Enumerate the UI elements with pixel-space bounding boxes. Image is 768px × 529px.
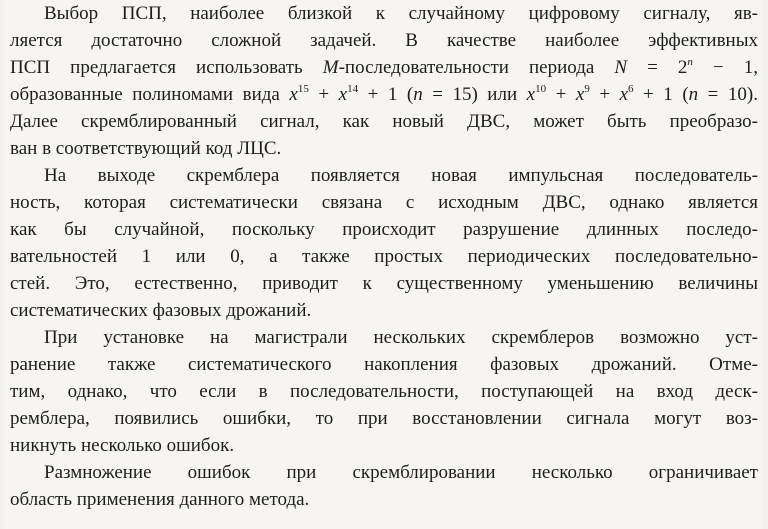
text-line-formula-period: ПСП предлагается использовать M-последовательности периода $N = 2^n - 1$, <box>10 56 758 78</box>
paragraph-2 <box>10 162 758 324</box>
paragraph-1 <box>10 0 758 162</box>
page-text <box>10 0 758 513</box>
book-page <box>4 0 762 529</box>
text-line: ремблера, появились ошибки, то при восстановлении сигнала могут воз- <box>10 408 758 429</box>
text-line: Далее скремблированный сигнал, как новый ДВС, может быть преобразо- <box>10 111 758 132</box>
paragraph-4 <box>10 459 758 513</box>
text-line: Выбор ПСП, наиболее близкой к случайному цифровому сигналу, яв- <box>44 3 758 24</box>
text-line: никнуть несколько ошибок. <box>10 435 235 456</box>
text-line: как бы случайной, поскольку происходит разрушение длинных последо- <box>10 219 758 240</box>
text-line: На выходе скремблера появляется новая импульсная последователь- <box>44 165 758 186</box>
text-line: вательностей 1 или 0, а также простых периодических последовательно- <box>10 246 758 267</box>
text-line: ранение также систематического накопления фазовых дрожаний. Отме- <box>10 354 758 375</box>
text-line-formula-polynomials: образованные полиномами вида $x^{15} + x^{14} + 1$ (n = 15) или $x^{10} + x^9 + x^6 + 1$ (n = 10). <box>10 83 758 105</box>
text-line: При установке на магистрали нескольких скремблеров возможно уст- <box>44 327 758 348</box>
text-line: стей. Это, естественно, приводит к существенному уменьшению величины <box>10 273 758 294</box>
text-line: систематических фазовых дрожаний. <box>10 300 312 321</box>
text-line: область применения данного метода. <box>10 489 310 510</box>
text-line: Размножение ошибок при скремблировании несколько ограничивает <box>44 462 758 483</box>
text-line: ляется достаточно сложной задачей. В качестве наиболее эффективных <box>10 30 758 51</box>
text-line: ность, которая систематически связана с исходным ДВС, однако является <box>10 192 758 213</box>
paragraph-3 <box>10 324 758 459</box>
text-line: ван в соответствующий код ЛЦС. <box>10 138 282 159</box>
text-line: тим, однако, что если в последовательности, поступающей на вход деск- <box>10 381 758 402</box>
